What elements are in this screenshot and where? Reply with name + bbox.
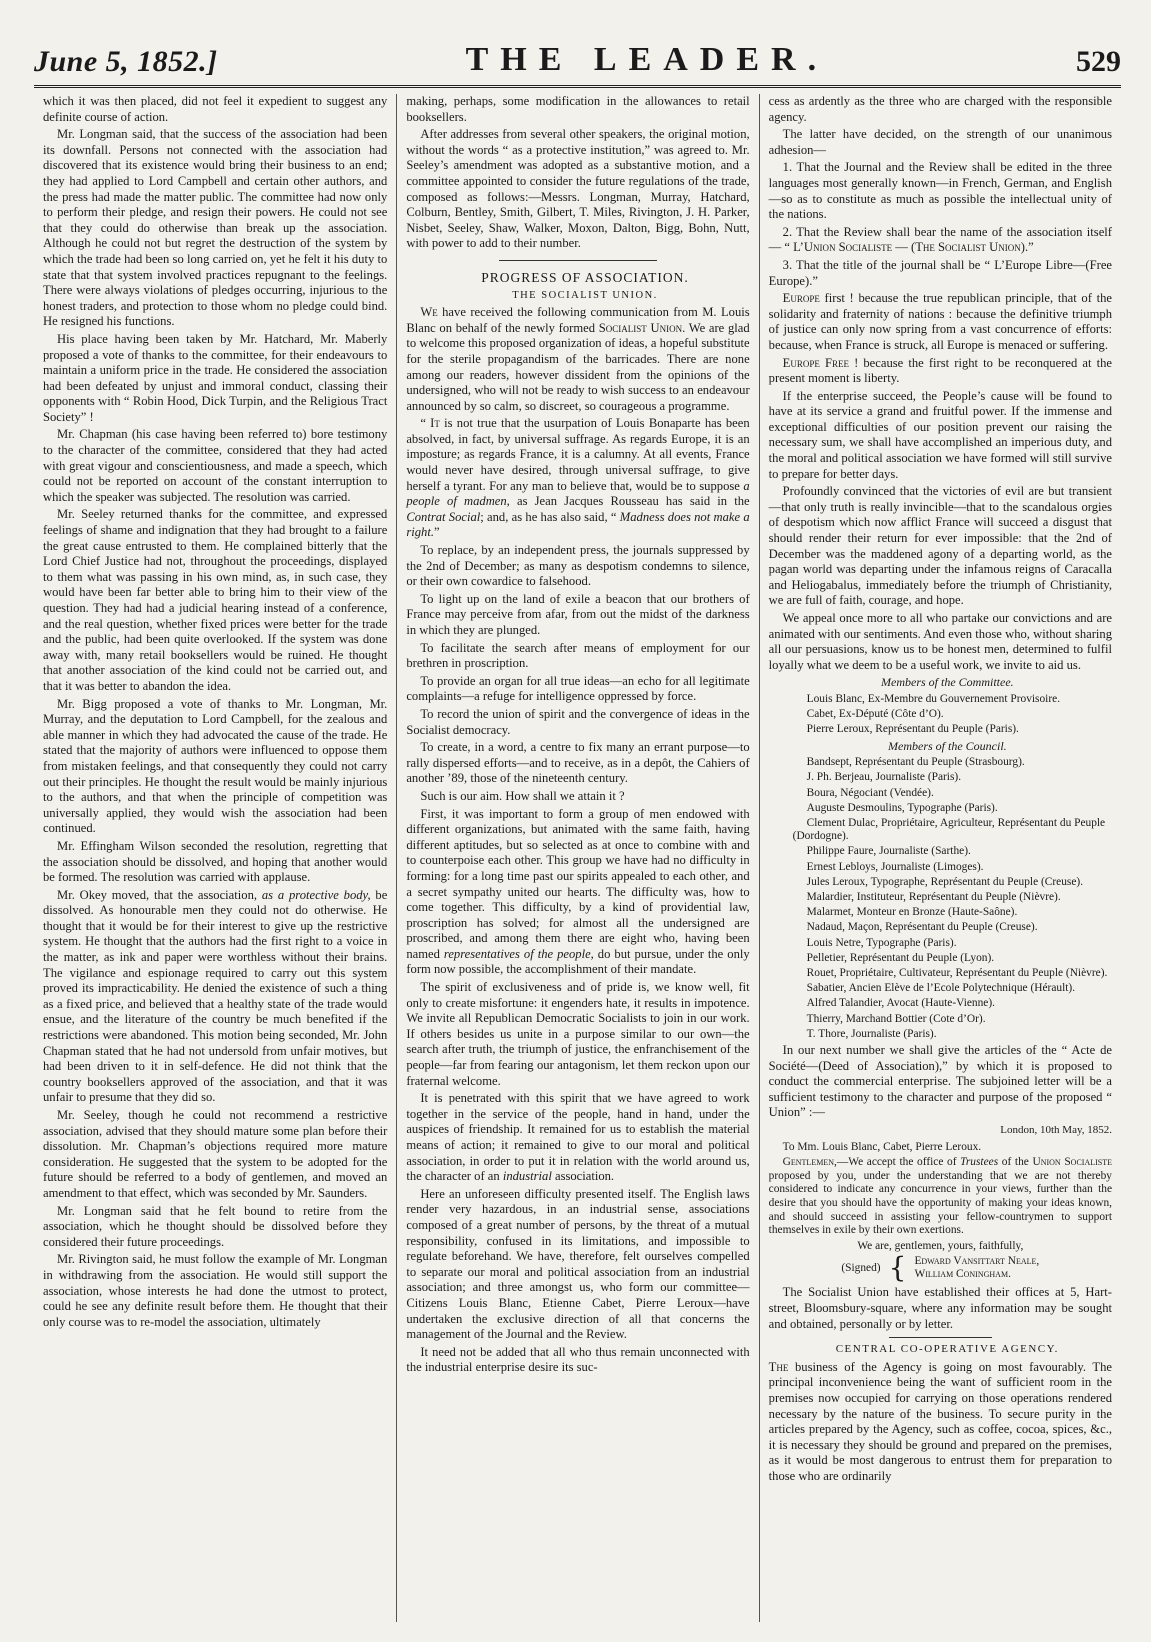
text-run: —We accept the office of [836, 1156, 961, 1169]
paragraph: 3. That the title of the journal shall be “ L’Europe Libre—(Free Europe).” [768, 257, 1112, 288]
section-divider [499, 260, 657, 261]
section-heading: CENTRAL CO-OPERATIVE AGENCY. [835, 1343, 1059, 1356]
member-entry: Thierry, Marchand Bottier (Cote d’Or). [806, 1012, 986, 1025]
text-run: 2. That the Review shall bear the name of the association itself — “ [768, 224, 1112, 255]
text-run: ” [433, 525, 440, 540]
text-run: . We are glad to welcome this proposed organization of ideas, a hopeful substitute for the sterile propagandism of the barricades. There are none among our readers, however dissident from the opinions of the undersigned, who will not be ready to wish success to an endeavour announced by so calm, so discreet, so courageous a programme. [406, 320, 750, 413]
paragraph: The Socialist Union have established their offices at 5, Hart-street, Bloomsbury-square, where any information may be sought and obtained, personally or by letter. [768, 1285, 1112, 1331]
paragraph [406, 416, 749, 541]
italic-run: Madness does not make a right. [406, 509, 750, 540]
letter-signoff: We are, gentlemen, yours, faithfully, [857, 1239, 1024, 1252]
member-entry: Louis Blanc, Ex-Membre du Gouvernement Provisoire. [806, 692, 1061, 705]
paragraph: cess as ardently as the three who are charged with the responsible agency. [768, 94, 1112, 124]
text-run: The [768, 1359, 789, 1374]
text-run: “ It [420, 416, 440, 431]
letter-address: To Mm. Louis Blanc, Cabet, Pierre Leroux. [782, 1140, 982, 1153]
section-divider [889, 1337, 992, 1338]
newspaper-title: THE LEADER. [465, 41, 829, 78]
letter-dateline: London, 10th May, 1852. [1000, 1124, 1112, 1136]
signature-block [769, 1251, 1112, 1285]
text-run: First, it was important to form a group of men endowed with different organizations, but animated with the same faith, having different aptitudes, but so selected as at once to combine with and to counterpoise each other. This group we have had no difficulty in forming: for a long time past our spirits appealed to each other, and a secret sympathy united our hearts. The difficulty was, how to come together. This difficulty, by a kind of providential law, proscription has solved; for almost all the undersigned are proscribed, and among them there are eight who, having been named [406, 806, 750, 961]
italic-run: a people of madmen, [406, 478, 750, 509]
member-entry: Louis Netre, Typographe (Paris). [806, 936, 957, 949]
member-entry: Clement Dulac, Propriétaire, Agriculteur, Représentant du Peuple (Dordogne). [792, 816, 1106, 843]
masthead [34, 0, 1121, 88]
paragraph: Such is our aim. How shall we attain it ? [420, 788, 625, 803]
text-run: Gentlemen, [782, 1156, 837, 1169]
signatory: William Coningham. [914, 1268, 1011, 1281]
paragraph: Mr. Longman said that he felt bound to retire from the association, which he thought should be dissolved before they considered their future proceedings. [43, 1203, 388, 1249]
paragraph: Mr. Seeley, though he could not recommend a restrictive association, advised that they should mature some plan before their dissolution. Mr. Chapman’s objections required more mature consideration. He suggested that the system to be adopted for the future should be referred to a body of gentlemen, and moved an amendment to that effect, which was seconded by Mr. Saunders. [43, 1108, 388, 1200]
paragraph: which it was then placed, did not feel it expedient to suggest any definite course of action. [43, 94, 388, 124]
paragraph: We appeal once more to all who partake our convictions and are animated with our sentiments. And even those who, without sharing all our persuasions, know us to be honest men, determined to fulfil loyally what we deem to be a useful work, we invite to aid us. [768, 611, 1112, 672]
article-columns [34, 94, 1121, 1622]
signatory: Edward Vansittart Neale, [914, 1255, 1040, 1268]
member-entry: Auguste Desmoulins, Typographe (Paris). [806, 801, 998, 814]
paragraph: Mr. Bigg proposed a vote of thanks to Mr. Longman, Mr. Murray, and the deputation to Lord Campbell, for the zealous and able manner in which they had advocated the cause of the trade. He stated that the majority of authors were influenced to oppose them from mistaken feelings, and that consequently they could not carry out their principles. He thought the result would be mainly injurious to the authors, and that when the principle of competition was universally applied, they would wish the association had been continued. [43, 696, 388, 836]
paragraph: Mr. Effingham Wilson seconded the resolution, regretting that the association should be dissolved, and hoping that another would be formed. The resolution was carried with applause. [43, 838, 388, 885]
text-run: association. [551, 1169, 615, 1184]
paragraph [769, 1360, 1112, 1485]
italic-run: industrial [502, 1169, 552, 1184]
committee-heading: Members of the Committee. [881, 675, 1014, 690]
text-run: is not true that the usurpation of Louis Bonaparte has been absolved, in fact, by universal suffrage. As regards Europe, it is an imposture; as regards France, it is a calumny. At all events, France would never have desired, through universal suffrage, to give herself a tyrant. For any man to believe that, would be to suppose [406, 416, 750, 493]
text-run: .” [1024, 240, 1034, 255]
text-run: We [420, 305, 438, 320]
member-entry: Nadaud, Maçon, Représentant du Peuple (Creuse). [806, 921, 1038, 934]
paragraph: Mr. Seeley returned thanks for the committee, and expressed feelings of shame and indignation that they had brought to a failure the great cause entrusted to them. He complained bitterly that the Lord Chief Justice had not, throughout the proceedings, displayed to them what was passing in his own mind, as, in such case, they would have been far better able to bring him to their view of the question. They had had a judicial hearing instead of a conference, and the real question, whether fixed prices were better for the trade and the public, had been quite overlooked. If the system was done away with, many retail booksellers would be ruined. He thought that another association of the kind could not be carried out, and that it was better to abandon the idea. [43, 507, 388, 693]
italic-run: as a protective body, [261, 887, 371, 902]
paragraph: It need not be added that all who thus remain unconnected with the industrial enterprise desire its suc- [406, 1344, 750, 1375]
paragraph [406, 807, 749, 979]
italic-run: Contrat Social [406, 509, 481, 524]
text-run: Mr. Okey moved, that the association, [57, 887, 262, 902]
paragraph: The spirit of exclusiveness and of pride is, we know well, fit only to create misfortune: it engenders hate, it results in impotence. We invite all Republican Democratic Socialists to join in our work. If others besides us unite in a purpose similar to our own—the search after truth, the triumph of justice, the enfranchisement of the people—far from fearing our antagonism, let them reckon upon our fraternal welcome. [406, 980, 750, 1088]
paragraph [769, 291, 1112, 353]
page-number: 529 [1076, 45, 1121, 78]
paragraph: Mr. Longman said, that the success of the association had been its downfall. Persons not connected with the association had discovered that its existence would bring their business to an end; they had applied to Lord Campbell and certain other authors, and the press had made the matter public. The committee had now only to perform their pledge, and resign their powers. He could not see that they could do otherwise than break up the association. Although he could not but regret the destruction of the system by which the trade had been so long carried on, yet he felt it his duty to state that that system involved practices repugnant to the feelings. There were always violations of pledges occurring, injurious to the honest traders, and protection to those whom no pledge could bind. He resigned his functions. [43, 127, 388, 329]
paragraph: To facilitate the search after means of employment for our brethren in proscription. [406, 640, 750, 671]
italic-run: representatives of the people, [443, 946, 594, 961]
member-entry: Pierre Leroux, Représentant du Peuple (Paris). [806, 723, 1019, 736]
issue-date: June 5, 1852.] [34, 45, 218, 78]
paragraph: In our next number we shall give the articles of the “ Acte de Société—(Deed of Association),” by which it is proposed to conduct the commercial enterprise. The subjoined letter will be a sufficient testimony to the character and purpose of the proposed “ Union” :— [768, 1043, 1112, 1120]
paragraph [406, 305, 749, 414]
text-run: do but pursue, under the only form now possible, the accomplishment of their mandate. [406, 946, 750, 977]
text-run: ! because the first right to be reconquered at the present moment is liberty. [768, 355, 1112, 386]
paragraph [406, 1091, 749, 1185]
member-entry: J. Ph. Berjeau, Journaliste (Paris). [806, 771, 962, 784]
signed-label: (Signed) [841, 1261, 881, 1274]
paragraph: After addresses from several other speakers, the original motion, without the words “ as a protective institution,” was agreed to. Mr. Seeley’s amendment was adopted as a substantive motion, and a committee appointed to consider the future regulations of the trade, composed as follows:—Messrs. Longman, Murray, Hatchard, Colburn, Bentley, Smith, Gilbert, T. Miles, Rivington, J. H. Parker, Nisbet, Seeley, Shaw, Walker, Moxon, Dalton, Bigg, Bohn, Nutt, with power to add to their number. [406, 127, 750, 251]
member-entry: Cabet, Ex-Député (Côte d’O). [806, 708, 944, 721]
member-entry: Jules Leroux, Typographe, Représentant du Peuple (Creuse). [806, 875, 1084, 888]
paragraph: To record the union of spirit and the convergence of ideas in the Socialist democracy. [406, 706, 750, 737]
paragraph: Profoundly convinced that the victories of evil are but transient—that only truth is really invincible—that to the scandalous orgies of despotism which now afflict France will succeed a disgust that should render their return for ever impossible: that the 2nd of December was the maddened agony of a departing world, as the pagan world was departing under the infamous reigns of Caracalla and Heliogabalus, immediately before the triumph of Christianity, we are full of faith, courage, and hope. [768, 484, 1112, 608]
text-run: as Jean Jacques Rousseau has said in the [509, 494, 750, 509]
member-entry: Bandsept, Représentant du Peuple (Strasbourg). [806, 756, 1025, 769]
paragraph [769, 225, 1112, 256]
text-run: of the [998, 1156, 1033, 1169]
brace-glyph: { [888, 1251, 907, 1285]
text-run: Socialist Union [598, 320, 683, 335]
paragraph [769, 356, 1112, 387]
member-entry: Rouet, Propriétaire, Cultivateur, Représentant du Peuple (Nièvre). [806, 967, 1108, 980]
paragraph: 1. That the Journal and the Review shall be edited in the three languages most generally known—in French, German, and English—so as to constitute as much as possible the intellectual unity of the nations. [768, 160, 1112, 222]
paragraph [43, 888, 387, 1106]
member-entry: Ernest Lebloys, Journaliste (Limoges). [806, 860, 984, 873]
column-2 [396, 94, 758, 1622]
member-entry: T. Thore, Journaliste (Paris). [806, 1027, 937, 1040]
paragraph: To provide an organ for all true ideas—an echo for all legitimate complaints—a refuge for intelligence oppressed by force. [406, 673, 750, 704]
paragraph: The latter have decided, on the strength of our unanimous adhesion— [768, 127, 1112, 157]
text-run: business of the Agency is going on most favourably. The principal inconvenience being the want of sufficient room in the premises now occupied for carrying on those operations rendered necessary by the nature of the business. To secure purity in the articles prepared by the Agency, such as coffee, cocoa, spices, &c., it is necessary they should be ground and prepared on the premises, as it would be most dangerous to entrust them for preparation to those who are ordinarily [768, 1359, 1112, 1483]
member-entry: Malardier, Instituteur, Représentant du Peuple (Nièvre). [806, 891, 1061, 903]
text-run: It is penetrated with this spirit that we have agreed to work together in the service of the people, hand in hand, under the auspices of friendship. It remained for us to establish the material means of action; it remained to give to our moral and political association, in order to put it in relation with the world around us, the character of an [406, 1091, 750, 1184]
text-run: proposed by you, under the understanding that we are not thereby considered to indicate any concurrence in your views, further than the desire that you should have the opportunity of making your ideas known, and should succeed in assisting your fellow-countrymen to support themselves in exile by their own exertions. [768, 1169, 1112, 1237]
text-run: have received the following communication from M. Louis Blanc on behalf of the newly formed [406, 305, 750, 335]
member-entry: Boura, Négociant (Vendée). [806, 786, 934, 799]
member-entry: Philippe Faure, Journaliste (Sarthe). [806, 845, 971, 858]
column-3 [759, 94, 1121, 1622]
paragraph: To create, in a word, a centre to fix many an errant purpose—to rally dispersed efforts—and to receive, as in a depôt, the Cahiers of another ’89, those of the nineteenth century. [406, 740, 750, 786]
member-entry: Malarmet, Monteur en Bronze (Haute-Saône). [806, 906, 1018, 919]
section-heading: PROGRESS OF ASSOCIATION. [481, 269, 689, 285]
paragraph: To replace, by an independent press, the journals suppressed by the 2nd of December; as many as despotism condemns to silence, or their own cowardice to falsehood. [406, 543, 750, 589]
paragraph: making, perhaps, some modification in the allowances to retail booksellers. [406, 94, 750, 124]
text-run: Europe [782, 291, 820, 306]
paragraph: His place having been taken by Mr. Hatchard, Mr. Maberly proposed a vote of thanks to the committee, for their endeavours to maintain a uniform price in the trade. He considered the association had been defeated by unjust and immoral conduct, classing their opponents with “ Robin Hood, Dick Turpin, and the Religious Tract Society” ! [43, 331, 388, 424]
paragraph: Mr. Rivington said, he must follow the example of Mr. Longman in withdrawing from the association. He would still support the association, whose interests he had done the utmost to protect, could he see any definite result before them. He thought that their only course was to re-model the association, ultimately [43, 1252, 388, 1329]
paragraph: Here an unforeseen difficulty presented itself. The English laws render very hazardous, in an industrial sense, associations composed of a great number of persons, by the threat of a mutual responsibility, confused in its limitations, and impossible to regulate beforehand. We have, therefore, felt ourselves compelled to separate our moral and political association from an industrial association; and three amongst us, who form our committee—Citizens Louis Blanc, Etienne Cabet, Pierre Leroux—have undertaken the exclusive direction of all that concerns the management of the Journal and the Review. [406, 1186, 750, 1342]
letter-body [769, 1156, 1112, 1238]
italic-run: Trustees [960, 1156, 999, 1169]
paragraph: If the enterprise succeed, the People’s cause will be found to have at its service a grand and fruitful power. If the immense and exceptional difficulties of our position prevent our raising the necessary sum, we shall have accomplished an imperious duty, and the moral and political association we have formed will still survive to prepare for better days. [768, 388, 1112, 481]
council-heading: Members of the Council. [888, 738, 1007, 753]
text-run: be dissolved. As honourable men they could not do otherwise. He thought that it would be for their interest to give up the restrictive system. He thought that the authors had the first right to a voice in the matter, as ink and paper were worthless without their brains. The vigilance and espionage required to carry out this system proved its impracticability. He denied the existence of such a thing as a fixed price, and believed that a healthy state of the trade would ensue, and the literature of the country be much benefited if the restrictions were abandoned. This motion being seconded, Mr. John Chapman stated that he had not undersold from unfair motives, but had been driven to it in self-defence. He did not think that the country booksellers approved of the association, and that it was unfair to presume that they did so. [43, 887, 388, 1105]
text-run: ; and, as he has also said, “ [480, 509, 620, 524]
text-run: first ! because the true republican principle, that of the solidarity and fraternity of nations : because the definitive triumph of justice can only now spring from a vast concurrence of efforts: because, when France is struck, all Europe is menaced or suffering. [768, 291, 1112, 352]
section-subheading: THE SOCIALIST UNION. [512, 289, 658, 301]
member-entry: Pelletier, Représentant du Peuple (Lyon). [806, 951, 995, 964]
member-entry: Sabatier, Ancien Elève de l’Ecole Polytechnique (Hérault). [806, 982, 1076, 995]
column-1 [34, 94, 396, 1622]
paragraph: Mr. Chapman (his case having been referred to) bore testimony to the character of the committee, considered that they had acted with great vigour and conscientiousness, and made a speech, which could not be reported on account of the constant interruption to which the speaker was subjected. The resolution was carried. [43, 427, 388, 504]
text-run: Union Socialiste [1032, 1156, 1112, 1169]
text-run: Europe Free [782, 355, 849, 370]
signatory-names [914, 1255, 1039, 1281]
text-run: L’Union Socialiste — (The Socialist Union) [793, 240, 1025, 255]
member-entry: Alfred Talandier, Avocat (Haute-Vienne). [806, 997, 996, 1010]
paragraph: To light up on the land of exile a beacon that our brothers of France may perceive from afar, from out the midst of the darkness in which they are plunged. [406, 591, 750, 637]
